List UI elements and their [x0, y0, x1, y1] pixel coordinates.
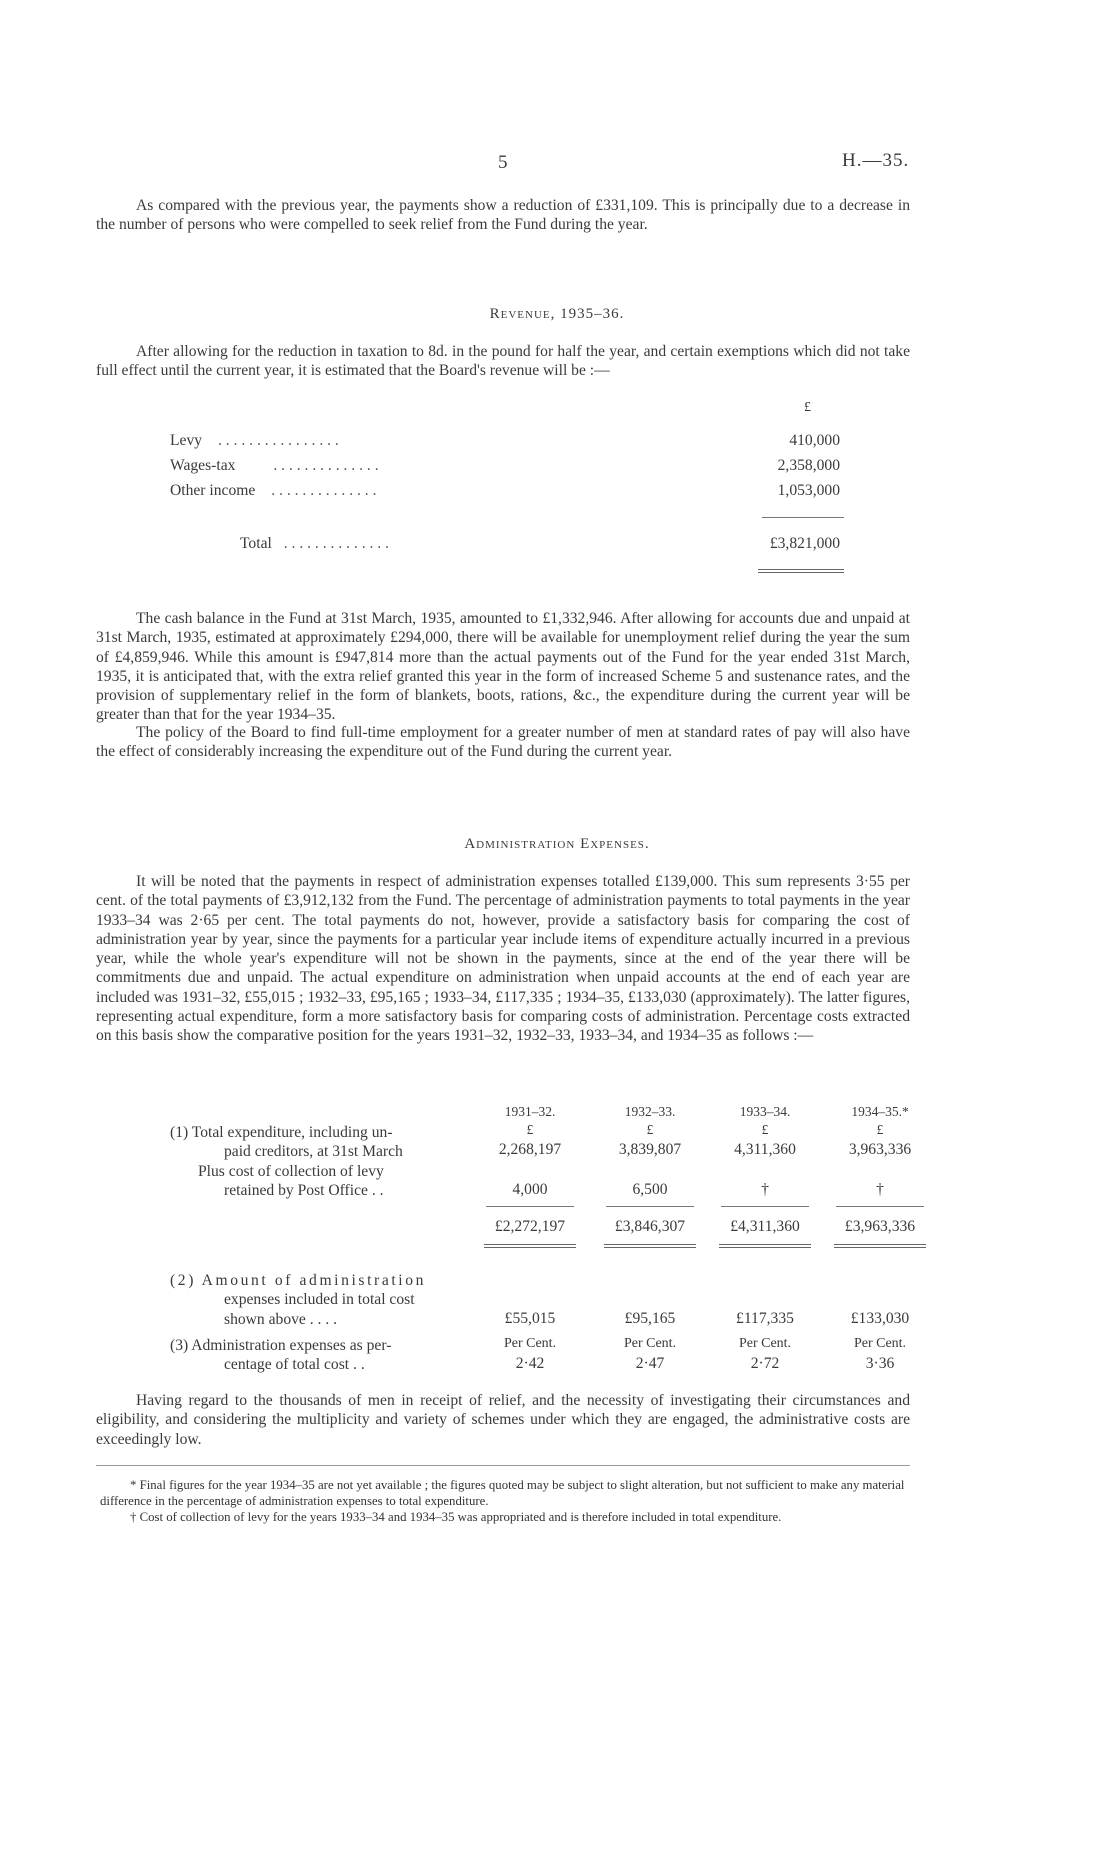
admin-amount-1934: £133,030	[850, 1310, 910, 1327]
row2-label-line3: shown above . . . .	[224, 1311, 338, 1328]
subtotal-rule	[836, 1206, 924, 1207]
revenue-label: Other income	[170, 482, 256, 499]
row1-label-line1: (1) Total expenditure, including un-	[170, 1124, 393, 1141]
levy-collection-1932: 6,500	[632, 1181, 668, 1198]
row2-label-line2: expenses included in total cost	[224, 1291, 415, 1308]
revenue-value-wages-tax: 2,358,000	[777, 457, 840, 474]
row3-label-line2: centage of total cost . .	[224, 1356, 365, 1373]
revenue-total-value: £3,821,000	[769, 535, 840, 552]
row3-label-line1: (3) Administration expenses as per-	[170, 1337, 392, 1354]
per-cent-label: Per Cent.	[738, 1336, 792, 1351]
levy-collection-1933: †	[761, 1181, 769, 1198]
revenue-row-total	[240, 535, 389, 553]
currency-symbol: £	[876, 1122, 884, 1137]
admin-percentage-1932: 2·47	[635, 1355, 665, 1372]
leader-dots: . . . . . . . . . . . . . .	[271, 482, 377, 499]
row1-label-line3: Plus cost of collection of levy	[198, 1163, 384, 1180]
admin-amount-1931: £55,015	[504, 1310, 556, 1327]
leader-dots: . . . . . . . . . . . . . .	[273, 457, 379, 474]
page-number: 5	[498, 152, 508, 173]
revenue-value-levy: 410,000	[789, 432, 840, 449]
subtotal-rule	[486, 1206, 574, 1207]
currency-symbol: £	[761, 1122, 769, 1137]
admin-percentage-1933: 2·72	[750, 1355, 780, 1372]
revenue-total-label: Total	[240, 535, 272, 552]
leader-dots: . . . . . . . . . . . . . .	[283, 535, 389, 552]
document-reference: H.—35.	[842, 150, 910, 171]
subtotal-rule	[721, 1206, 809, 1207]
total-expenditure-1932: 3,839,807	[618, 1141, 682, 1158]
row2-label-line1: (2) Amount of administration	[170, 1272, 427, 1289]
admin-expenses-paragraph: It will be noted that the payments in respect of administration expenses totalled £139,000. This sum represents 3·55 per cent. of the total payments of £3,912,132 from the Fund. The percentage of administration payments to total payments in the year 1933–34 was 2·65 per cent. The total payments do not, however, provide a satisfactory basis for comparing the cost of administration year by year, since the payments for a particular year include items of expenditure actually incurred in a previous year, while the whole year's expenditure will not be shown in the payments, since at the end of the year there will be commitments due and unpaid. The actual expenditure on administration when unpaid accounts at the end of each year are included was 1931–32, £55,015 ; 1932–33, £95,165 ; 1933–34, £117,335 ; 1934–35, £133,030 (approximately). The latter figures, representing actual expenditure, form a more satisfactory basis for comparing costs of administration. Percentage costs extracted on this basis show the comparative position for the years 1931–32, 1932–33, 1933–34, and 1934–35 as follows :—	[96, 873, 910, 1045]
revenue-subtotal-rule	[762, 517, 844, 518]
revenue-total-double-rule	[758, 569, 844, 573]
revenue-row-levy	[170, 432, 339, 450]
revenue-row-wages-tax	[170, 457, 379, 475]
subtotal-1932: £3,846,307	[614, 1218, 686, 1235]
per-cent-label: Per Cent.	[503, 1336, 557, 1351]
footnote-dagger: † Cost of collection of levy for the years 1933–34 and 1934–35 was appropriated and is therefore included in total expenditure.	[130, 1510, 782, 1524]
subtotal-1931: £2,272,197	[494, 1218, 566, 1235]
revenue-value-other-income: 1,053,000	[777, 482, 840, 499]
closing-paragraph: Having regard to the thousands of men in receipt of relief, and the necessity of investigating their circumstances and eligibility, and considering the multiplicity and variety of schemes under which they are engaged, the administrative costs are exceedingly low.	[96, 1392, 910, 1448]
admin-amount-1933: £117,335	[736, 1310, 794, 1327]
revenue-heading: Revenue, 1935–36.	[489, 306, 625, 322]
year-header-1934: 1934–35.*	[851, 1104, 909, 1119]
year-header-1931: 1931–32.	[504, 1104, 556, 1119]
admin-expenses-heading: Administration Expenses.	[464, 836, 650, 852]
levy-collection-1931: 4,000	[512, 1181, 548, 1198]
revenue-currency-symbol: £	[804, 400, 811, 415]
admin-percentage-1931: 2·42	[515, 1355, 545, 1372]
total-expenditure-1931: 2,268,197	[498, 1141, 562, 1158]
subtotal-double-rule	[604, 1244, 696, 1248]
footnote-asterisk: * Final figures for the year 1934–35 are not yet available ; the figures quoted may be subject to slight alteration, but not sufficient to make any material difference in the percentage of administration expenses to total expenditure.	[100, 1478, 905, 1508]
row1-label-line2: paid creditors, at 31st March	[224, 1143, 403, 1160]
year-header-1933: 1933–34.	[739, 1104, 791, 1119]
subtotal-rule	[606, 1206, 694, 1207]
currency-symbol: £	[646, 1122, 654, 1137]
subtotal-double-rule	[834, 1244, 926, 1248]
subtotal-1933: £4,311,360	[730, 1218, 800, 1235]
subtotal-double-rule	[484, 1244, 576, 1248]
revenue-intro-paragraph: After allowing for the reduction in taxation to 8d. in the pound for half the year, and certain exemptions which did not take full effect until the current year, it is estimated that the Board's revenue will be :—	[96, 343, 910, 380]
year-header-1932: 1932–33.	[624, 1104, 676, 1119]
per-cent-label: Per Cent.	[623, 1336, 677, 1351]
cash-balance-paragraph: The cash balance in the Fund at 31st March, 1935, amounted to £1,332,946. After allowing for accounts due and unpaid at 31st March, 1935, estimated at approximately £294,000, there will be available for unemployment relief during the year the sum of £4,859,946. While this amount is £947,814 more than the actual payments out of the Fund for the year ended 31st March, 1935, it is anticipated that, with the extra relief granted this year in the form of increased Scheme 5 and sustenance rates, and the provision of supplementary relief in the form of blankets, boots, rations, &c., the expenditure during the current year will be greater than that for the year 1934–35.	[96, 610, 910, 724]
total-expenditure-1934: 3,963,336	[848, 1141, 912, 1158]
currency-symbol: £	[526, 1122, 534, 1137]
revenue-row-other-income	[170, 482, 376, 500]
intro-paragraph: As compared with the previous year, the payments show a reduction of £331,109. This is principally due to a decrease in the number of persons who were compelled to seek relief from the Fund during the year.	[96, 197, 910, 234]
total-expenditure-1933: 4,311,360	[734, 1141, 796, 1158]
admin-percentage-1934: 3·36	[865, 1355, 895, 1372]
levy-collection-1934: †	[876, 1181, 884, 1198]
row1-label-line4: retained by Post Office . .	[224, 1182, 384, 1199]
per-cent-label: Per Cent.	[853, 1336, 907, 1351]
subtotal-double-rule	[719, 1244, 811, 1248]
leader-dots: . . . . . . . . . . . . . . . .	[217, 432, 339, 449]
revenue-label: Levy	[170, 432, 203, 449]
subtotal-1934: £3,963,336	[844, 1218, 916, 1235]
footnote-separator	[96, 1465, 910, 1466]
admin-amount-1932: £95,165	[624, 1310, 676, 1327]
revenue-label: Wages-tax	[170, 457, 236, 474]
policy-paragraph: The policy of the Board to find full-time employment for a greater number of men at standard rates of pay will also have the effect of considerably increasing the expenditure out of the Fund during the current year.	[96, 724, 910, 761]
